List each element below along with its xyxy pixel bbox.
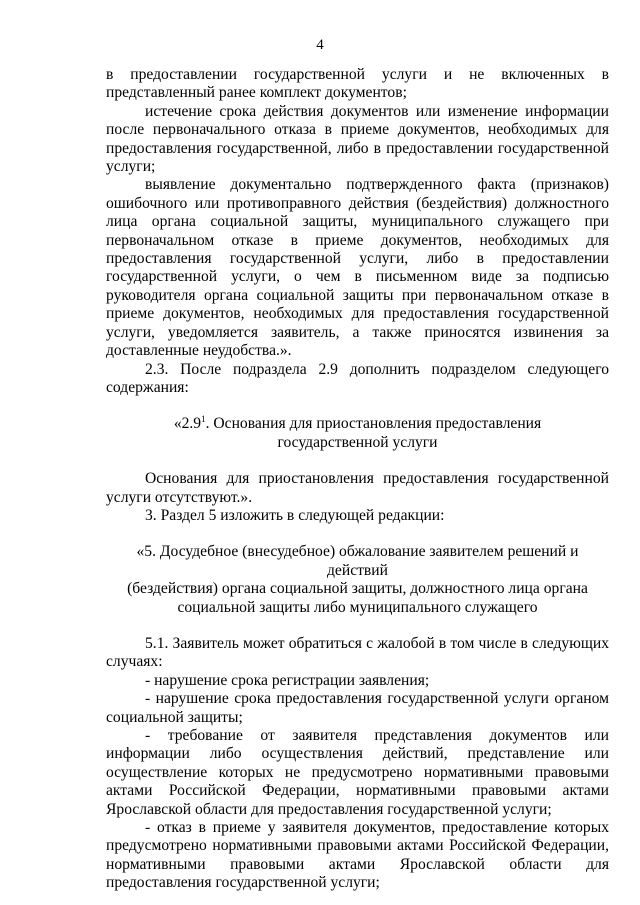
heading-2-9-1-line2: государственной услуги — [277, 433, 438, 451]
list-item-refusal: - отказ в приеме у заявителя документов, предоставление которых предусмотрено нормативными правовыми актами Российской Федерации, нормативными правовыми актами Ярославской области для предоставления государственной услуги; — [106, 819, 609, 892]
paragraph-continuation: в предоставлении государственной услуги и не включенных в представленный ранее комплект документов; — [106, 66, 609, 102]
section-heading-5 — [106, 543, 609, 617]
heading-superscript: 1 — [201, 414, 206, 425]
heading-2-9-1-line1: . Основания для приостановления предоставления — [205, 415, 542, 433]
paragraph-amendment-3: 3. Раздел 5 изложить в следующей редакции: — [145, 506, 445, 524]
paragraph-fact-detection: выявление документально подтвержденного факта (признаков) ошибочного или противоправного действия (бездействия) должностного лица органа социальной защиты, муниципального служащего при первоначальном отказе в приеме документов, необходимых для предоставления государственной услуги, либо в предоставлении государственной услуги, о чем в письменном виде за подписью руководителя органа социальной защиты при первоначальном отказе в приеме документов, необходимых для предоставления государственной услуги, уведомляется заявитель, а также приносятся извинения за доставленные неудобства.». — [106, 176, 609, 360]
heading-5-line1: «5. Досудебное (внесудебное) обжалование заявителем решений и действий — [136, 543, 579, 579]
paragraph-document-expiry: истечение срока действия документов или изменение информации после первоначального отказа в приеме документов, необходимых для предоставления государственной, либо в предоставлении государственной услуги; — [106, 102, 609, 176]
heading-5-line2: (бездействия) органа социальной защиты, должностного лица органа — [127, 580, 588, 598]
page-number: 4 — [316, 37, 324, 53]
document-body — [106, 66, 609, 893]
heading-2-9-1-prefix: «2.9 — [173, 415, 202, 433]
list-item-registration: - нарушение срока регистрации заявления; — [145, 671, 430, 689]
paragraph-no-suspension: Основания для приостановления предоставления государственной услуги отсутствуют.». — [106, 470, 609, 506]
paragraph-amendment-2-3: 2.3. После подраздела 2.9 дополнить подразделом следующего содержания: — [106, 360, 609, 396]
list-item-service-term: - нарушение срока предоставления государственной услуги органом социальной защиты; — [106, 690, 609, 726]
heading-5-line3: социальной защиты либо муниципального служащего — [177, 598, 538, 616]
paragraph-5-1: 5.1. Заявитель может обратиться с жалобой в том числе в следующих случаях: — [106, 634, 609, 671]
section-heading-2-9-1 — [106, 415, 609, 452]
list-item-document-request: - требование от заявителя представления документов или информации либо осуществления действий, представление или осуществление которых не предусмотрено нормативными правовыми актами Российской Федерации, нормативными правовыми актами Ярославской области для предоставления государственной услуги; — [106, 727, 609, 818]
